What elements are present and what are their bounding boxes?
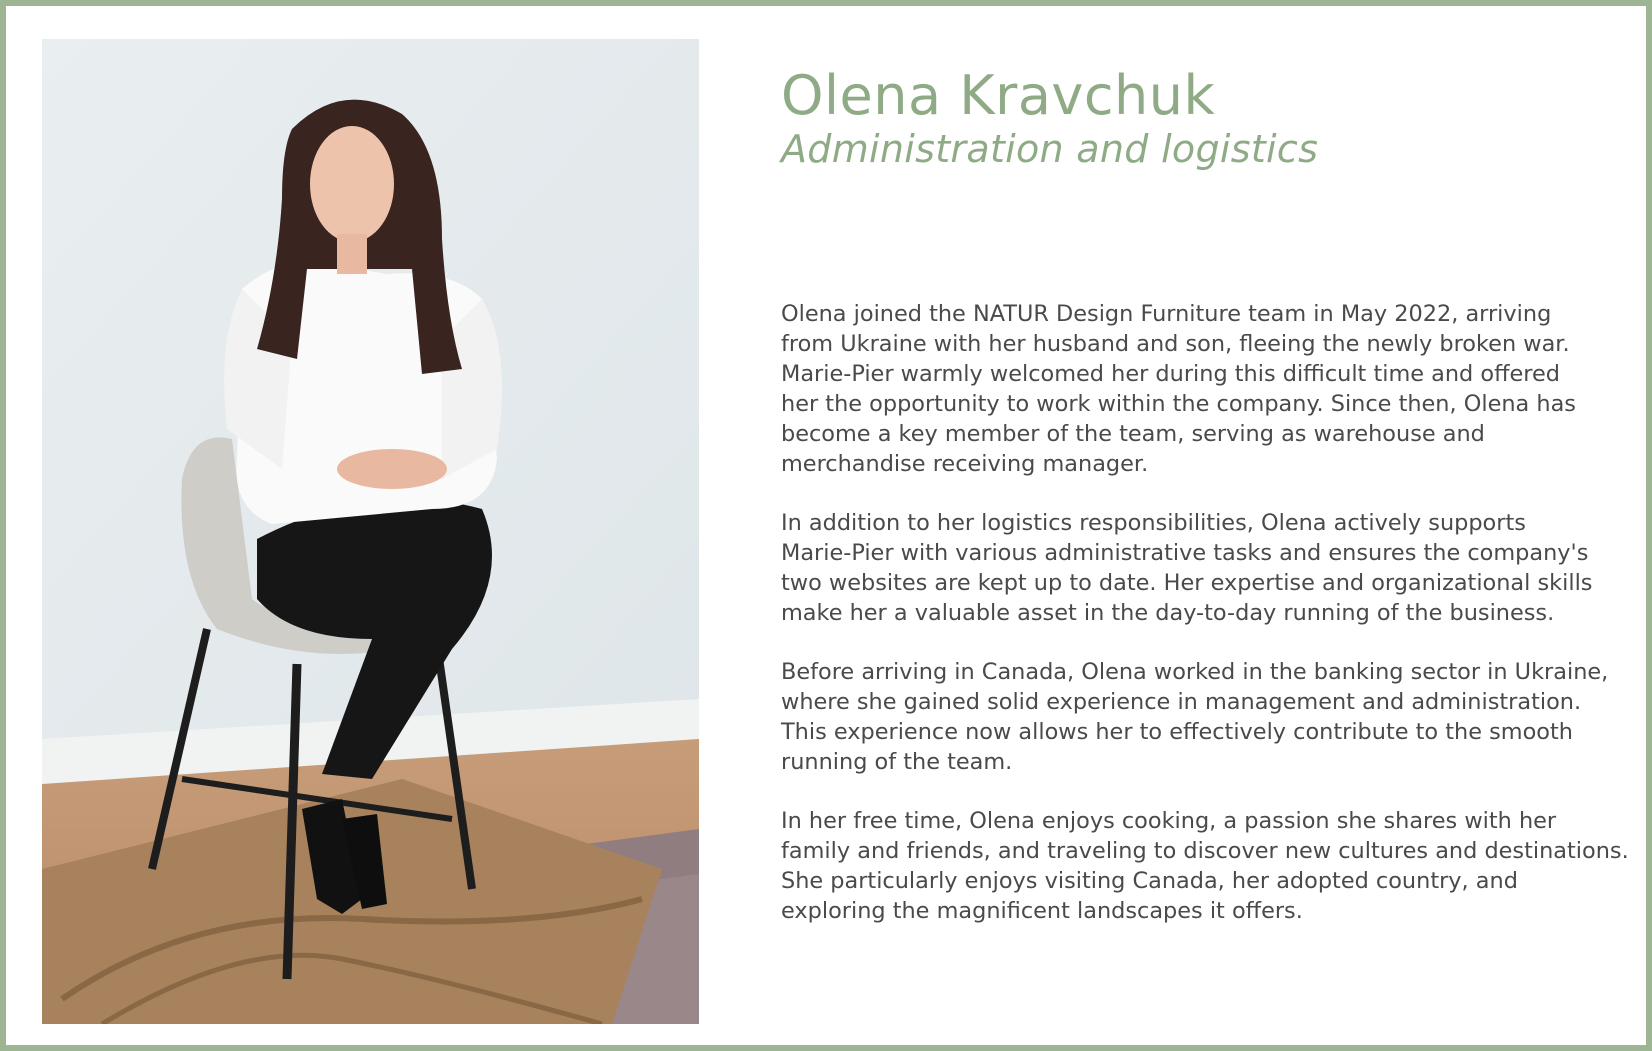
bio-paragraph-1: Olena joined the NATUR Design Furniture team in May 2022, arriving from Ukraine with her husband and son, fleeing the newly broken war. Marie-Pier warmly welcomed her during this difficult time and offered her the opportunity to work within the company. Since then, Olena has become a key member of the team, serving as warehouse and merchandise receiving manager. [781, 301, 1576, 477]
bio-paragraph-4: In her free time, Olena enjoys cooking, a passion she shares with her family and friends, and traveling to discover new cultures and destinations. She particularly enjoys visiting Canada, her adopted country, and exploring the magnificent landscapes it offers. [781, 808, 1629, 924]
biography [781, 299, 1641, 955]
portrait-illustration [42, 39, 699, 1024]
portrait-photo [42, 39, 699, 1024]
person-name: Olena Kravchuk [781, 64, 1216, 127]
profile-header [781, 66, 1631, 172]
person-role: Administration and logistics [781, 127, 1319, 171]
bio-paragraph-3: Before arriving in Canada, Olena worked in the banking sector in Ukraine, where she gained solid experience in management and administration. This experience now allows her to effectively contribute to the smooth running of the team. [781, 659, 1609, 775]
bio-paragraph-2: In addition to her logistics responsibilities, Olena actively supports Marie-Pier with various administrative tasks and ensures the company's two websites are kept up to date. Her expertise and organizational skills make her a valuable asset in the day-to-day running of the business. [781, 510, 1593, 626]
